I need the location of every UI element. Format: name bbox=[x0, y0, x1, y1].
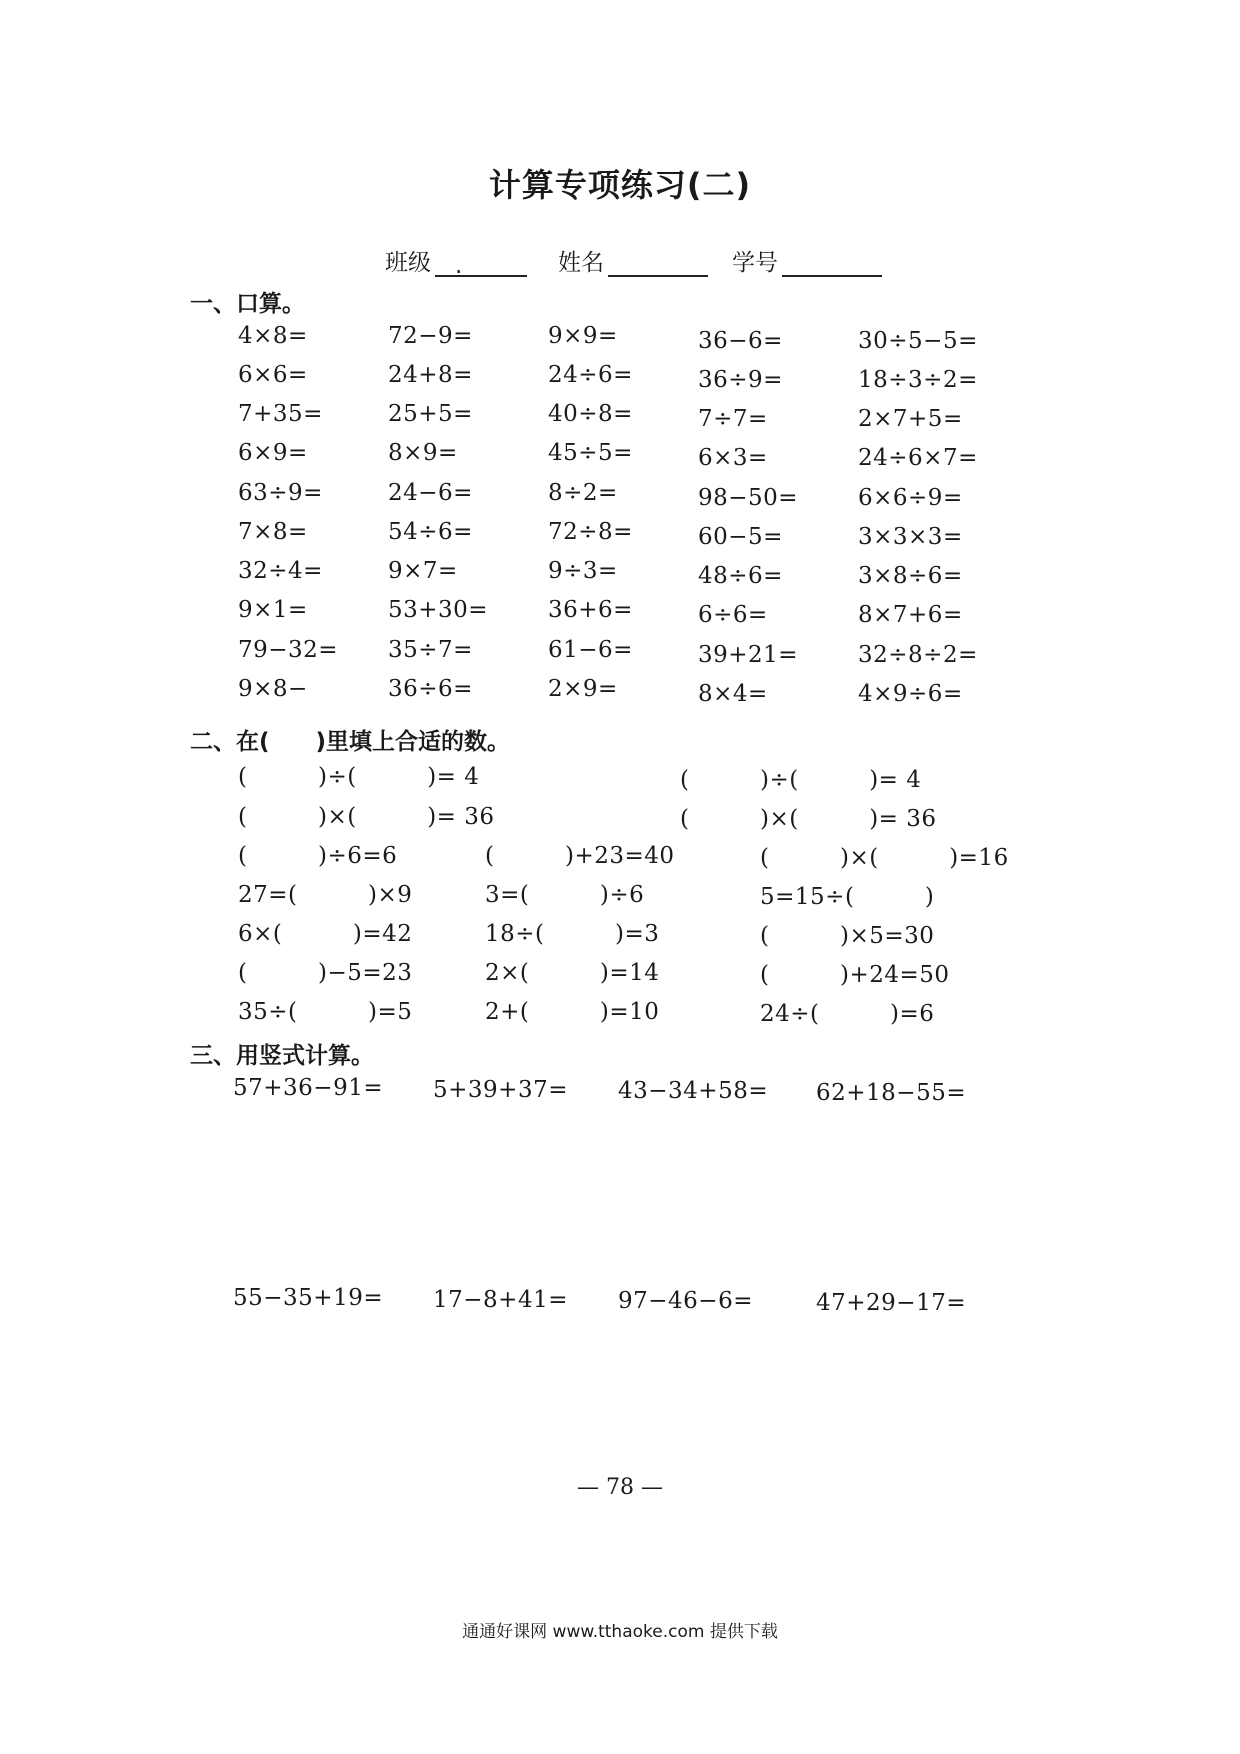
mental-math-item: 45÷5= bbox=[548, 440, 633, 466]
fill-blank-item: 6×( )=42 bbox=[238, 921, 413, 947]
page-title: 计算专项练习(二) bbox=[488, 166, 752, 204]
mental-math-item: 24÷6= bbox=[548, 362, 633, 388]
mental-math-item: 3×3×3= bbox=[858, 524, 963, 550]
vertical-calc-item: 55−35+19= bbox=[233, 1285, 384, 1311]
mental-math-item: 7÷7= bbox=[698, 406, 768, 432]
fill-blank-item: ( )÷( )= 4 bbox=[238, 764, 480, 790]
mental-math-item: 24÷6×7= bbox=[858, 445, 978, 471]
mental-math-item: 9×1= bbox=[238, 597, 308, 623]
mental-math-item: 4×9÷6= bbox=[858, 681, 963, 707]
mental-math-item: 8×7+6= bbox=[858, 602, 963, 628]
mental-math-item: 35÷7= bbox=[388, 637, 473, 663]
fill-blank-item: 5=15÷( ) bbox=[760, 884, 935, 910]
name-field bbox=[558, 244, 708, 277]
mental-math-item: 36÷9= bbox=[698, 367, 783, 393]
mental-math-item: 3×8÷6= bbox=[858, 563, 963, 589]
mental-math-item: 9×9= bbox=[548, 323, 618, 349]
section3-heading: 三、用竖式计算。 bbox=[190, 1043, 374, 1069]
number-label: 学号 bbox=[732, 250, 778, 276]
vertical-calc-item: 5+39+37= bbox=[433, 1076, 568, 1103]
footer-credit: 通通好课网 www.tthaoke.com 提供下载 bbox=[462, 1622, 778, 1642]
section2-heading: 二、在( )里填上合适的数。 bbox=[190, 729, 511, 755]
mental-math-item: 18÷3÷2= bbox=[858, 367, 978, 393]
fill-blank-item: ( )÷( )= 4 bbox=[680, 767, 922, 793]
mental-math-item: 9×7= bbox=[388, 558, 458, 584]
fill-blank-item: ( )×5=30 bbox=[760, 923, 935, 949]
mental-math-item: 6×6= bbox=[238, 362, 308, 388]
mental-math-item: 6÷6= bbox=[698, 602, 768, 628]
mental-math-item: 25+5= bbox=[388, 401, 473, 427]
mental-math-item: 36+6= bbox=[548, 597, 633, 623]
name-blank[interactable] bbox=[608, 253, 708, 277]
vertical-calc-item: 17−8+41= bbox=[433, 1286, 568, 1313]
mental-math-item: 53+30= bbox=[388, 597, 489, 623]
mental-math-item: 79−32= bbox=[238, 637, 339, 663]
mental-math-item: 6×9= bbox=[238, 440, 308, 466]
vertical-calc-item: 43−34+58= bbox=[618, 1078, 769, 1104]
vertical-calc-item: 62+18−55= bbox=[816, 1079, 967, 1106]
mental-math-item: 7+35= bbox=[238, 401, 323, 427]
fill-blank-item: 27=( )×9 bbox=[238, 882, 413, 908]
fill-blank-item: ( )+23=40 bbox=[485, 843, 675, 869]
mental-math-item: 60−5= bbox=[698, 524, 783, 550]
section1-heading: 一、口算。 bbox=[190, 291, 305, 317]
mental-math-item: 32÷4= bbox=[238, 558, 323, 584]
fill-blank-item: ( )−5=23 bbox=[238, 960, 413, 986]
fill-blank-item: ( )×( )=16 bbox=[760, 845, 1009, 871]
fill-blank-item: 3=( )÷6 bbox=[485, 882, 645, 908]
mental-math-item: 72−9= bbox=[388, 323, 473, 349]
mental-math-item: 36÷6= bbox=[388, 676, 473, 702]
fill-blank-item: 2+( )=10 bbox=[485, 999, 660, 1025]
class-blank[interactable] bbox=[435, 253, 527, 277]
class-value: . bbox=[455, 253, 463, 279]
class-field bbox=[385, 244, 527, 277]
mental-math-item: 48÷6= bbox=[698, 563, 783, 589]
mental-math-item: 8÷2= bbox=[548, 480, 618, 506]
vertical-calc-item: 97−46−6= bbox=[618, 1288, 753, 1314]
mental-math-item: 9×8− bbox=[238, 676, 308, 702]
mental-math-item: 2×9= bbox=[548, 676, 618, 702]
mental-math-item: 24+8= bbox=[388, 362, 473, 388]
mental-math-item: 7×8= bbox=[238, 519, 308, 545]
number-blank[interactable] bbox=[782, 253, 882, 277]
number-field bbox=[732, 244, 882, 277]
vertical-calc-item: 47+29−17= bbox=[816, 1289, 967, 1316]
mental-math-item: 24−6= bbox=[388, 480, 473, 506]
mental-math-item: 4×8= bbox=[238, 323, 308, 349]
mental-math-item: 39+21= bbox=[698, 642, 799, 668]
mental-math-item: 9÷3= bbox=[548, 558, 618, 584]
vertical-calc-item: 57+36−91= bbox=[233, 1075, 384, 1101]
class-label: 班级 bbox=[385, 250, 431, 276]
mental-math-item: 40÷8= bbox=[548, 401, 633, 427]
mental-math-item: 72÷8= bbox=[548, 519, 633, 545]
mental-math-item: 98−50= bbox=[698, 485, 799, 511]
fill-blank-item: ( )÷6=6 bbox=[238, 843, 398, 869]
fill-blank-item: 18÷( )=3 bbox=[485, 921, 660, 947]
fill-blank-item: ( )×( )= 36 bbox=[680, 806, 937, 832]
page-number: — 78 — bbox=[577, 1475, 663, 1500]
fill-blank-item: ( )×( )= 36 bbox=[238, 804, 495, 830]
mental-math-item: 8×4= bbox=[698, 681, 768, 707]
mental-math-item: 6×3= bbox=[698, 445, 768, 471]
mental-math-item: 61−6= bbox=[548, 637, 633, 663]
mental-math-item: 36−6= bbox=[698, 328, 783, 354]
fill-blank-item: 2×( )=14 bbox=[485, 960, 660, 986]
mental-math-item: 30÷5−5= bbox=[858, 328, 978, 354]
fill-blank-item: ( )+24=50 bbox=[760, 962, 950, 988]
mental-math-item: 8×9= bbox=[388, 440, 458, 466]
mental-math-item: 6×6÷9= bbox=[858, 485, 963, 511]
mental-math-item: 2×7+5= bbox=[858, 406, 963, 432]
mental-math-item: 32÷8÷2= bbox=[858, 642, 978, 668]
mental-math-item: 54÷6= bbox=[388, 519, 473, 545]
fill-blank-item: 24÷( )=6 bbox=[760, 1001, 935, 1027]
mental-math-item: 63÷9= bbox=[238, 480, 323, 506]
name-label: 姓名 bbox=[558, 250, 604, 276]
fill-blank-item: 35÷( )=5 bbox=[238, 999, 413, 1025]
